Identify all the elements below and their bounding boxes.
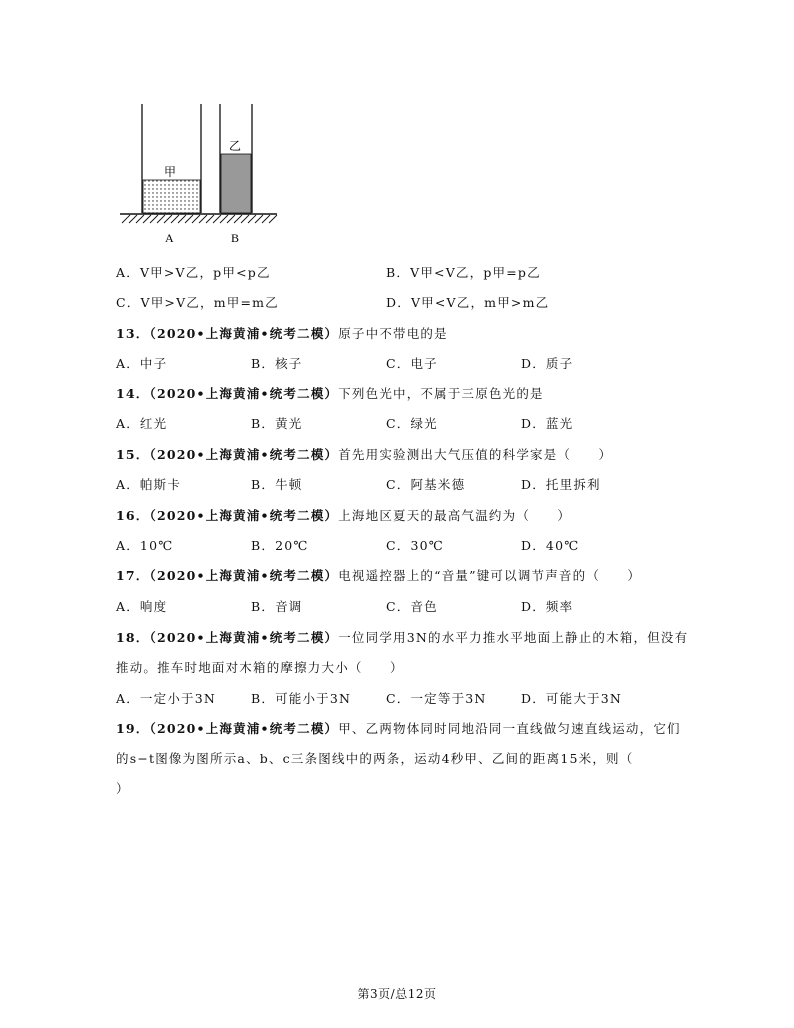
q13-option-d[interactable]: D．质子 (521, 356, 574, 371)
question-18-stem: 18．（2020•上海黄浦•统考二模）一位同学用3N的水平力推水平地面上静止的木箱，但没有 (116, 630, 689, 645)
q15-option-c[interactable]: C．阿基米德 (386, 477, 466, 492)
q15-option-a[interactable]: A．帕斯卡 (116, 477, 182, 492)
q14-option-c[interactable]: C．绿光 (386, 416, 438, 431)
q13-option-a[interactable]: A．中子 (116, 356, 168, 371)
question-16-stem: 16．（2020•上海黄浦•统考二模）上海地区夏天的最高气温约为（ ） (116, 508, 572, 523)
question-19-stem-end: ） (116, 781, 130, 796)
label-jia: 甲 (164, 165, 177, 179)
label-b: B (231, 231, 240, 245)
q12-option-b[interactable]: B．V甲<V乙，p甲=p乙 (386, 265, 541, 280)
q16-option-a[interactable]: A．10℃ (116, 538, 174, 553)
q16-option-d[interactable]: D．40℃ (521, 538, 580, 553)
q18-option-b[interactable]: B．可能小于3N (251, 691, 352, 706)
q17-option-b[interactable]: B．音调 (251, 599, 303, 614)
question-15-stem: 15．（2020•上海黄浦•统考二模）首先用实验测出大气压值的科学家是（ ） (116, 447, 613, 462)
q17-option-a[interactable]: A．响度 (116, 599, 168, 614)
q18-option-d[interactable]: D．可能大于3N (521, 691, 623, 706)
page-footer: 第3页/总12页 (357, 987, 437, 1001)
question-19-stem-continued: 的s−t图像为图所示a、b、c三条图线中的两条，运动4秒甲、乙间的距离15米，则（ (116, 751, 634, 766)
question-17-stem: 17．（2020•上海黄浦•统考二模）电视遥控器上的“音量”键可以调节声音的（ ） (116, 568, 642, 583)
question-19-stem: 19．（2020•上海黄浦•统考二模）甲、乙两物体同时同地沿同一直线做匀速直线运动，它们 (116, 721, 681, 736)
q12-option-d[interactable]: D．V甲<V乙，m甲>m乙 (386, 295, 550, 310)
containers-figure (112, 96, 292, 251)
liquid-yi (221, 154, 251, 213)
q17-option-c[interactable]: C．音色 (386, 599, 438, 614)
q18-option-a[interactable]: A．一定小于3N (116, 691, 217, 706)
question-18-stem-continued: 推动。推车时地面对木箱的摩擦力大小（ ） (116, 660, 404, 675)
q14-option-b[interactable]: B．黄光 (251, 416, 303, 431)
ground (120, 214, 277, 223)
q16-option-c[interactable]: C．30℃ (386, 538, 444, 553)
label-yi: 乙 (229, 139, 242, 153)
q15-option-b[interactable]: B．牛顿 (251, 477, 303, 492)
q16-option-b[interactable]: B．20℃ (251, 538, 309, 553)
q13-option-c[interactable]: C．电子 (386, 356, 438, 371)
q14-option-d[interactable]: D．蓝光 (521, 416, 574, 431)
question-13-stem: 13．（2020•上海黄浦•统考二模）原子中不带电的是 (116, 326, 448, 341)
q12-option-a[interactable]: A．V甲>V乙，p甲<p乙 (116, 265, 271, 280)
q14-option-a[interactable]: A．红光 (116, 416, 168, 431)
container-b (220, 104, 252, 213)
container-a (142, 104, 201, 213)
liquid-jia (143, 180, 200, 213)
label-a: A (165, 231, 174, 245)
q13-option-b[interactable]: B．核子 (251, 356, 303, 371)
q17-option-d[interactable]: D．频率 (521, 599, 574, 614)
q12-option-c[interactable]: C．V甲>V乙，m甲=m乙 (116, 295, 279, 310)
question-14-stem: 14．（2020•上海黄浦•统考二模）下列色光中，不属于三原色光的是 (116, 386, 544, 401)
q18-option-c[interactable]: C．一定等于3N (386, 691, 487, 706)
q15-option-d[interactable]: D．托里拆利 (521, 477, 601, 492)
